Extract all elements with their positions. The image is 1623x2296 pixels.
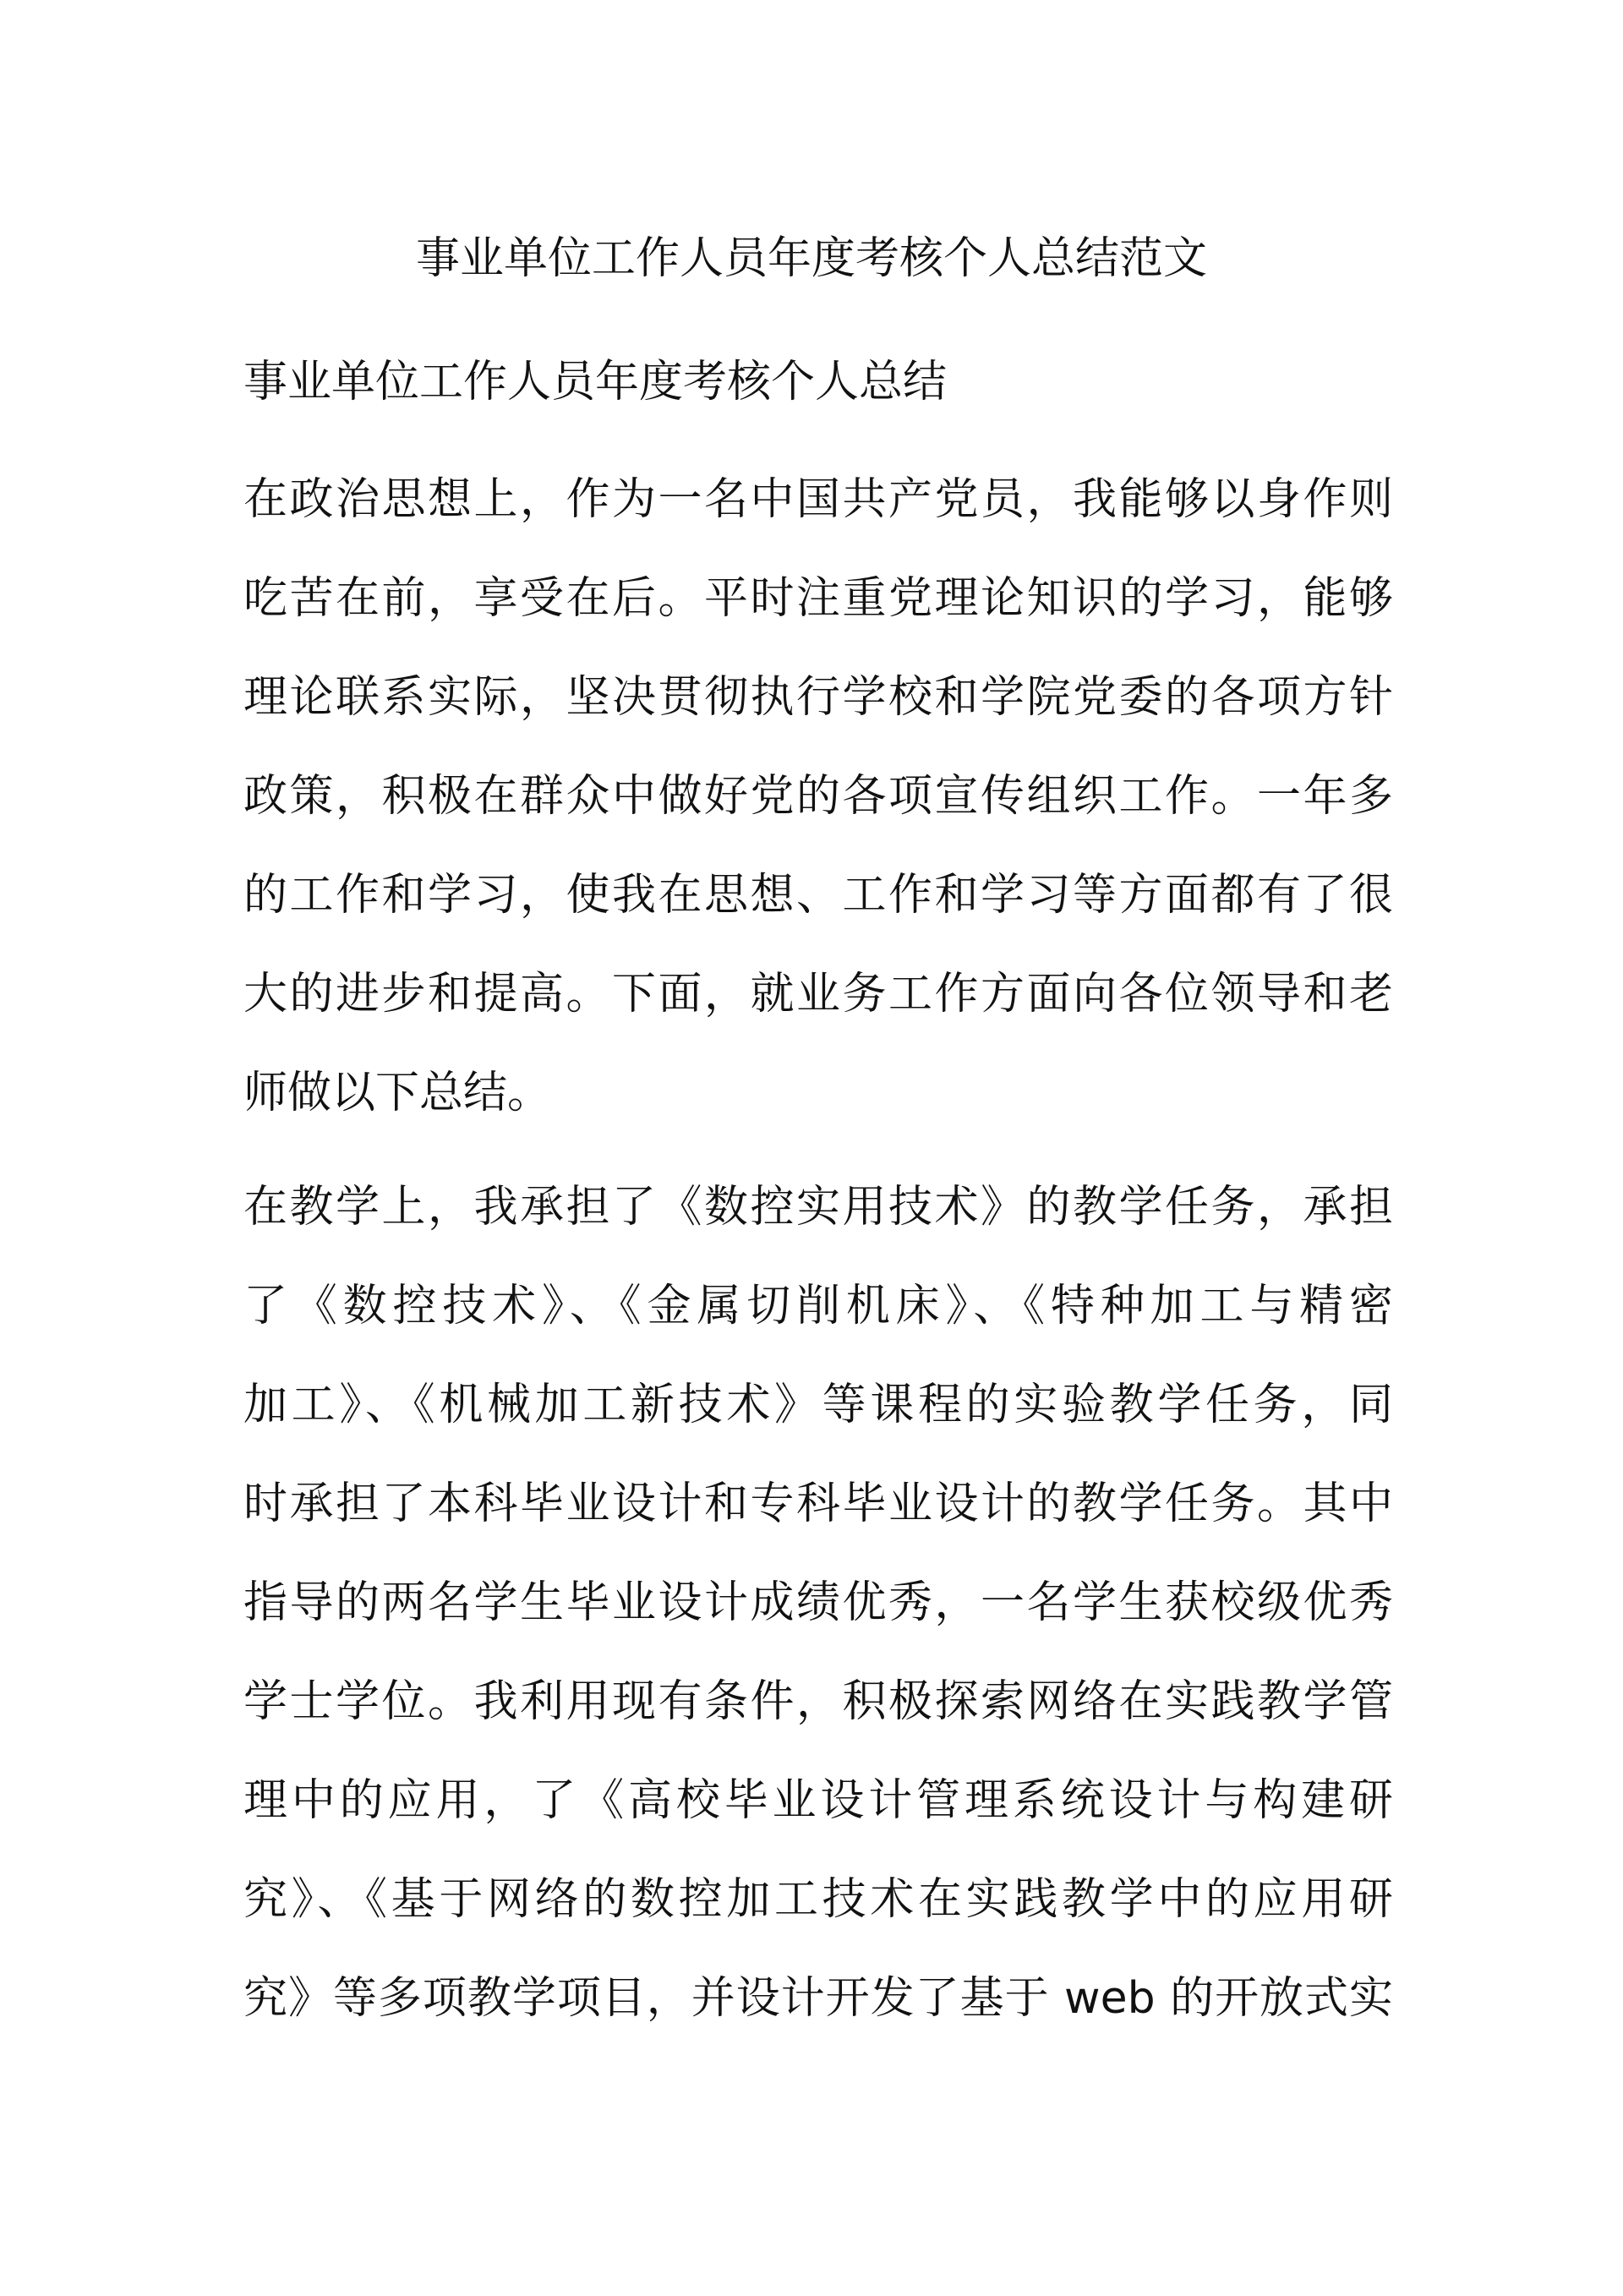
paragraph-line: 学士学位。我利用现有条件，积极探索网络在实践教学管 [243,1676,1393,1727]
paragraph-line: 师做以下总结。 [243,1068,552,1118]
paragraph-line: 究》、《基于网络的数控加工技术在实践教学中的应用研 [243,1874,1393,1925]
paragraph-line: 大的进步和提高。下面，就业务工作方面向各位领导和老 [243,969,1393,1020]
paragraph-line: 究》等多项教学项目，并设计开发了基于 web 的开放式实 [243,1973,1393,2024]
paragraph-line: 理论联系实际，坚决贯彻执行学校和学院党委的各项方针 [243,672,1393,723]
paragraph-political-thought [243,451,1393,1143]
paragraph-line: 了《数控技术》、《金属切削机床》、《特种加工与精密 [243,1281,1393,1331]
paragraph-line: 的工作和学习，使我在思想、工作和学习等方面都有了很 [243,870,1393,921]
document-title: 事业单位工作人员年度考核个人总结范文 [415,233,1207,284]
paragraph-line: 时承担了本科毕业设计和专科毕业设计的教学任务。其中 [243,1479,1393,1529]
paragraph-line: 指导的两名学生毕业设计成绩优秀，一名学生获校级优秀 [243,1577,1393,1628]
paragraph-line: 政策，积极在群众中做好党的各项宣传组织工作。一年多 [243,771,1393,822]
paragraph-teaching [243,1158,1393,2048]
paragraph-line: 加工》、《机械加工新技术》等课程的实验教学任务，同 [243,1380,1393,1430]
paragraph-line: 吃苦在前，享受在后。平时注重党理论知识的学习，能够 [243,573,1393,624]
document-subtitle: 事业单位工作人员年度考核个人总结 [243,357,948,407]
paragraph-line: 理中的应用，了《高校毕业设计管理系统设计与构建研 [243,1775,1393,1826]
paragraph-line: 在教学上，我承担了《数控实用技术》的教学任务，承担 [243,1182,1393,1233]
paragraph-line: 在政治思想上，作为一名中国共产党员，我能够以身作则 [243,474,1393,525]
